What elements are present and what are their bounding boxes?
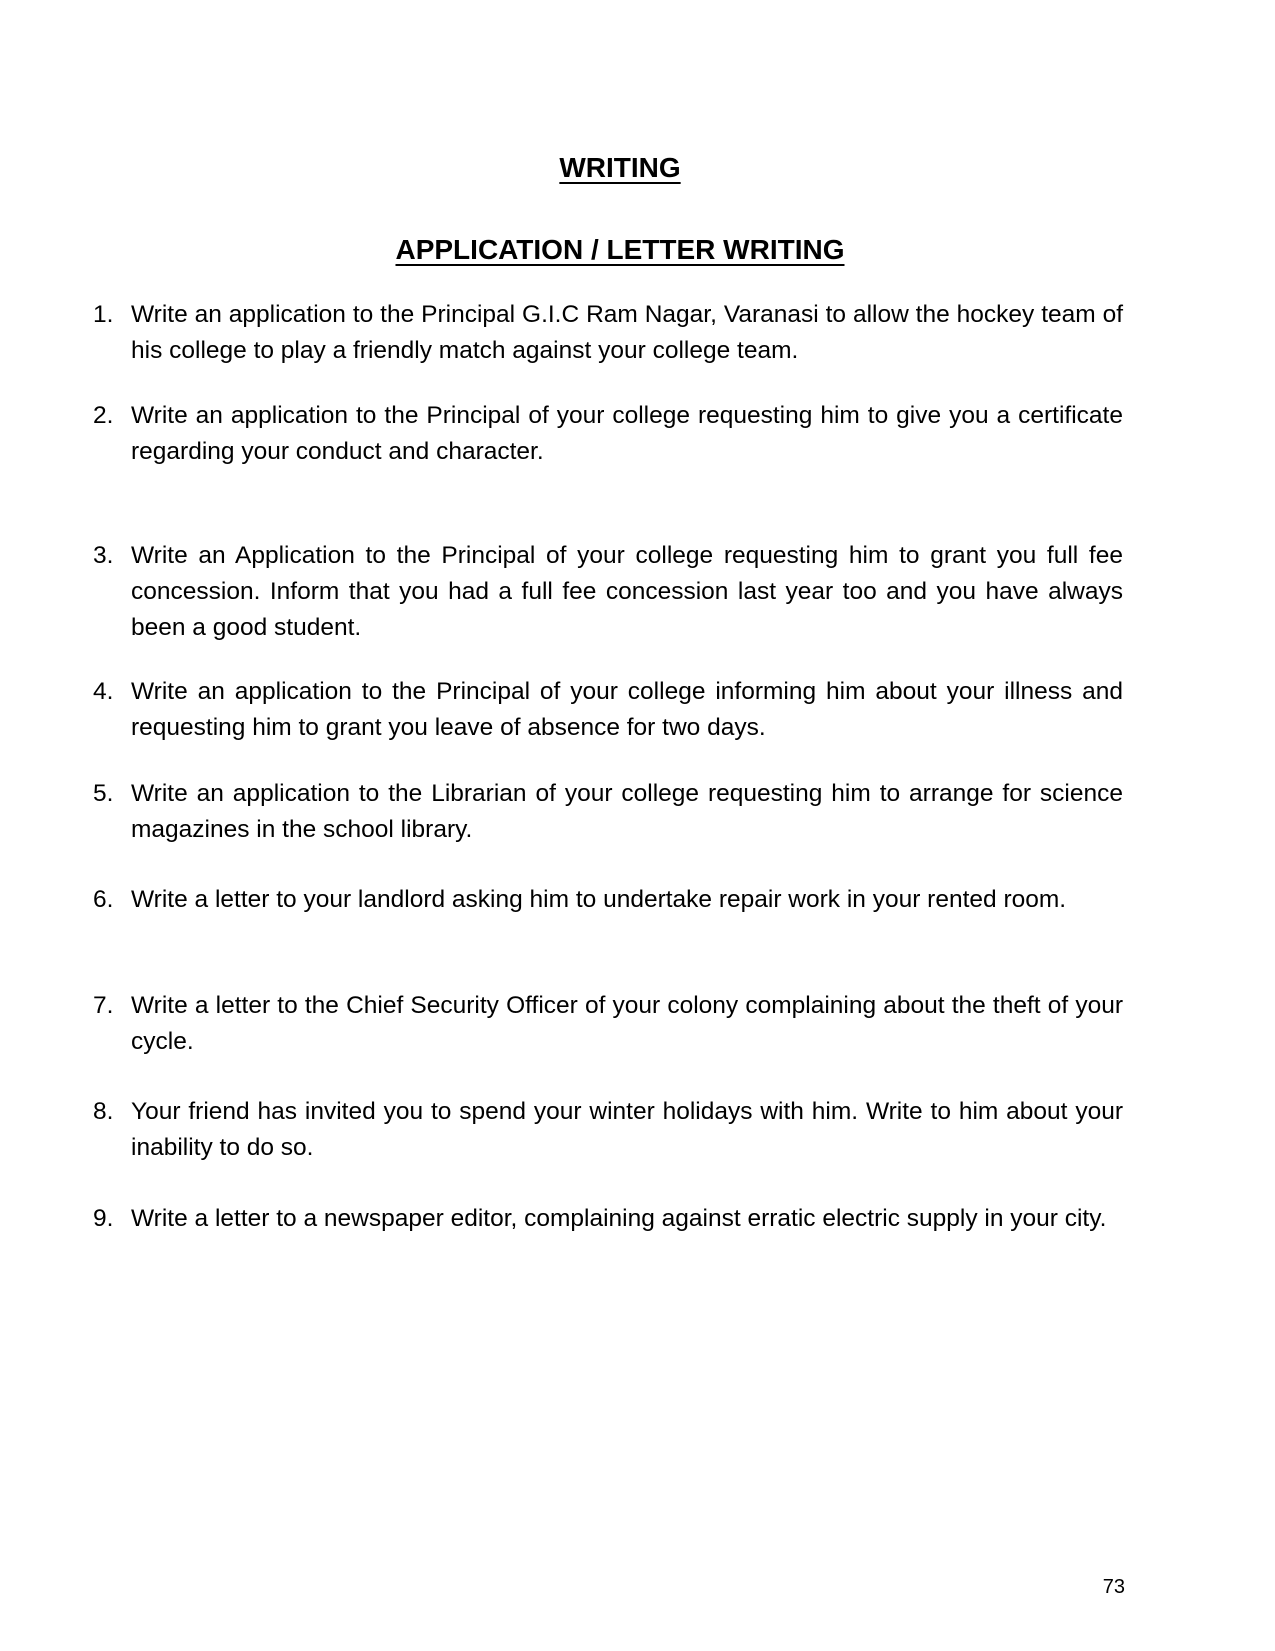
list-item-number: 7. bbox=[93, 992, 114, 1019]
list-item bbox=[93, 398, 1123, 470]
section-title: APPLICATION / LETTER WRITING bbox=[395, 234, 845, 265]
list-item-text: Write an application to the Principal G.I.C Ram Nagar, Varanasi to allow the hockey team of his college to play a friendly match against your college team. bbox=[131, 301, 1123, 364]
list-item bbox=[93, 538, 1123, 646]
list-item-number: 5. bbox=[93, 780, 114, 807]
list-item-text: Write an Application to the Principal of your college requesting him to grant you full fee concession. Inform that you had a full fee concession last year too and you have always been a good student. bbox=[131, 542, 1123, 641]
list-item-number: 4. bbox=[93, 678, 114, 705]
list-item-text: Write a letter to your landlord asking him to undertake repair work in your rented room. bbox=[131, 886, 1067, 913]
list-item bbox=[93, 988, 1123, 1060]
list-item bbox=[93, 1201, 1123, 1237]
list-item-number: 2. bbox=[93, 402, 114, 429]
list-item-text: Your friend has invited you to spend your winter holidays with him. Write to him about your inability to do so. bbox=[131, 1098, 1123, 1161]
list-item-number: 8. bbox=[93, 1098, 114, 1125]
list-item-text: Write a letter to the Chief Security Officer of your colony complaining about the theft of your cycle. bbox=[131, 992, 1123, 1055]
page-number: 73 bbox=[1102, 1576, 1125, 1598]
list-item bbox=[93, 1094, 1123, 1166]
list-item bbox=[93, 776, 1123, 848]
list-item-text: Write an application to the Librarian of your college requesting him to arrange for science magazines in the school library. bbox=[131, 780, 1123, 843]
list-item bbox=[93, 674, 1123, 746]
page-title: WRITING bbox=[559, 152, 681, 183]
list-item-text: Write an application to the Principal of your college requesting him to give you a certificate regarding your conduct and character. bbox=[131, 402, 1123, 465]
list-item-text: Write an application to the Principal of your college informing him about your illness and requesting him to grant you leave of absence for two days. bbox=[131, 678, 1123, 741]
list-item-number: 6. bbox=[93, 886, 114, 913]
list-item bbox=[93, 297, 1123, 369]
list-item-number: 1. bbox=[93, 301, 114, 328]
list-item-text: Write a letter to a newspaper editor, complaining against erratic electric supply in your city. bbox=[131, 1205, 1107, 1232]
list-item-number: 3. bbox=[93, 542, 114, 569]
list-item-number: 9. bbox=[93, 1205, 114, 1232]
list-item bbox=[93, 882, 1123, 918]
